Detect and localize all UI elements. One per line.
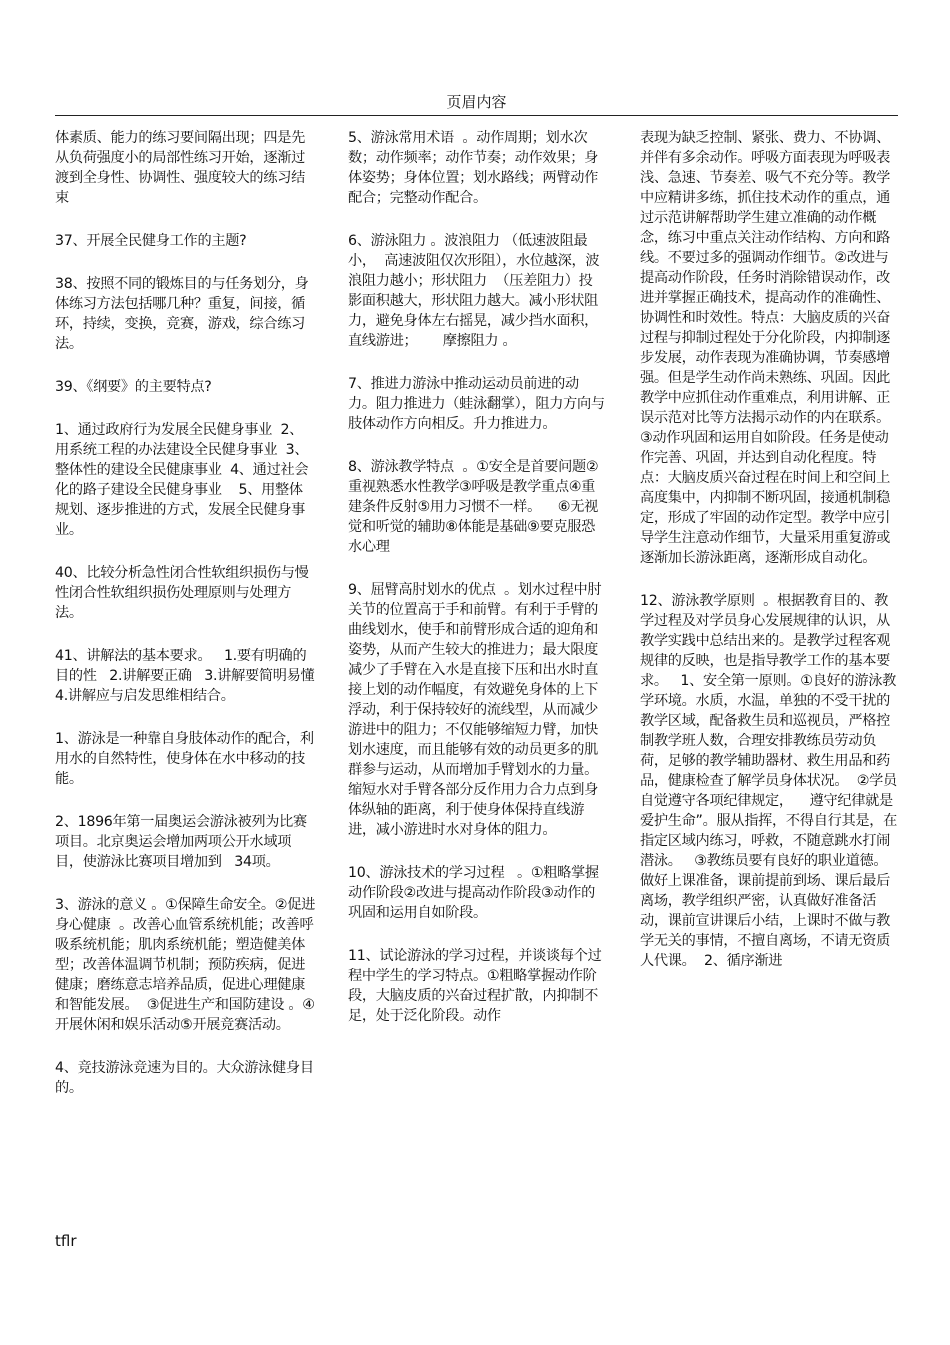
paragraph: 39、《纲要》的主要特点? [55,379,212,395]
paragraph: 表现为缺乏控制、紧张、费力、不协调、并伴有多余动作。呼吸方面表现为呼吸表浅、急速、节奏差、吸气不充分等。教学中应精讲多练，抓住技术动作的重点，通过示范讲解帮助学生建立准确的动作概念，练习中重点关注动作结构、方向和路线。不要过多的强调动作细节。②改进与提高动作阶段，任务时消除错误动作，改进并掌握正确技术，提高动作的准确性、协调性和时效性。特点：大脑皮质的兴奋过程与抑制过程处于分化阶段，内抑制逐步发展，动作表现为准确协调，节奏感增强。但是学生动作尚未熟练、巩固。因此教学中应抓住动作重难点，利用讲解、正误示范对比等方法揭示动作的内在联系。③动作巩固和运用自如阶段。任务是使动作完善、巩固，并达到自动化程度。特点：大脑皮质兴奋过程在时间上和空间上高度集中，内抑制不断巩固，接通机制稳定，形成了牢固的动作定型。教学中应引导学生注意动作细节，大量采用重复游或逐渐加长游泳距离，逐渐形成自动化。 [640,130,890,566]
paragraph: 11、试论游泳的学习过程，并谈谈每个过程中学生的学习特点。①粗略掌握动作阶段，大脑皮质的兴奋过程扩散，内抑制不足，处于泛化阶段。动作 [348,948,602,1024]
paragraph: 1、游泳是一种靠自身肢体动作的配合，利用水的自然特性，使身体在水中移动的技能。 [55,731,314,787]
paragraph: 5、游泳常用术语 。动作周期；划水次数；动作频率；动作节奏；动作效果；身体姿势；身体位置；划水路线；两臂动作配合；完整动作配合。 [348,130,598,206]
paragraph: 体素质、能力的练习要间隔出现；四是先从负荷强度小的局部性练习开始，逐渐过渡到全身性、协调性、强度较大的练习结束 [55,130,305,206]
paragraph: 3、游泳的意义 。①保障生命安全。②促进身心健康 。改善心血管系统机能；改善呼吸系统机能；肌肉系统机能；塑造健美体型；改善体温调节机制；预防疾病，促进健康；磨练意志培养品质，促进心理健康和智能发展。 ③促进生产和国防建设 。④开展休闲和娱乐活动⑤开展竞赛活动。 [55,897,315,1033]
paragraph: 8、游泳教学特点 。①安全是首要问题②重视熟悉水性教学③呼吸是教学重点④重建条件反射⑤用力习惯不一样。 ⑥无视觉和听觉的辅助⑧体能是基础⑨要克服恐水心理 [348,459,599,555]
paragraph: 7、推进力游泳中推动运动员前进的动力。阻力推进力（蛙泳翻掌），阻力方向与肢体动作方向相反。升力推进力。 [348,376,605,432]
paragraph: 10、游泳技术的学习过程 。①粗略掌握动作阶段②改进与提高动作阶段③动作的巩固和运用自如阶段。 [348,865,599,921]
paragraph: 40、比较分析急性闭合性软组织损伤与慢性闭合性软组织损伤处理原则与处理方法。 [55,565,309,621]
text-column-left [55,128,332,1121]
paragraph: 38、按照不同的锻炼目的与任务划分，身体练习方法包括哪几种？重复，间接，循环，持续，变换，竞赛，游戏，综合练习法。 [55,276,309,352]
paragraph: 41、讲解法的基本要求。 1.要有明确的目的性 2.讲解要正确 3.讲解要简明易懂 4.讲解应与启发思维相结合。 [55,648,332,704]
paragraph: 1、通过政府行为发展全民健身事业 2、用系统工程的办法建设全民健身事业 3、整体性的建设全民健康事业 4、通过社会化的路子建设全民健身事业 5、用整体规划、逐步推进的方式，发展全民健身事业。 [55,422,309,538]
text-column-right [640,128,898,994]
paragraph: 12、游泳教学原则 。根据教育目的、教学过程及对学员身心发展规律的认识，从教学实践中总结出来的。是教学过程客观规律的反映，也是指导教学工作的基本要求。 1、安全第一原则。①良好的游泳教学环境。水质，水温，单独的不受干扰的教学区域，配备救生员和巡视员，严格控制教学班人数，合理安排教练员劳动负荷，足够的教学辅助器材、救生用品和药品，健康检查了解学员身体状况。 ②学员自觉遵守各项纪律规定， 遵守纪律就是爱护生命”。服从指挥，不得自行其是，在指定区域内练习，呼救，不随意跳水打闹潜泳。 ③教练员要有良好的职业道德。做好上课准备，课前提前到场、课后最后离场，教学组织严密，认真做好准备活动，课前宣讲课后小结，上课时不做与教学无关的事情，不擅自离场，不请无资质人代课。 2、循序渐进 [640,593,898,969]
footer-text: tflr [55,1232,77,1250]
paragraph: 2、1896年第一届奥运会游泳被列为比赛项目。北京奥运会增加两项公开水域项目，使游泳比赛项目增加到 34项。 [55,814,307,870]
paragraph: 37、开展全民健身工作的主题? [55,233,247,249]
header-title: 页眉内容 [446,93,507,111]
paragraph: 4、竞技游泳竞速为目的。大众游泳健身目的。 [55,1060,314,1096]
page-footer [55,1231,77,1251]
paragraph: 6、游泳阻力 。波浪阻力 （低速波阻最小， 高速波阻仅次形阻），水位越深，波浪阻力越小；形状阻力 （压差阻力）投影面积越大，形状阻力越大。减小形状阻力，避免身体左右摇晃，减少挡水面积，直线游进； 摩擦阻力 。 [348,233,600,349]
paragraph: 9、屈臂高肘划水的优点 。划水过程中肘关节的位置高于手和前臂。有利于手臂的曲线划水，使手和前臂形成合适的迎角和姿势，从而产生较大的推进力；最大限度减少了手臂在入水是直接下压和出水时直接上划的动作幅度，有效避免身体的上下浮动，利于保持较好的流线型，从而减少游进中的阻力；不仅能够缩短力臂，加快划水速度，而且能够有效的动员更多的肌群参与运动，从而增加手臂划水的力量。缩短水对手臂各部分反作用力合力点到身体纵轴的距离，利于使身体保持直线游进，减小游进时水对身体的阻力。 [348,582,602,838]
text-column-middle [348,128,606,1049]
page-header [55,91,898,116]
